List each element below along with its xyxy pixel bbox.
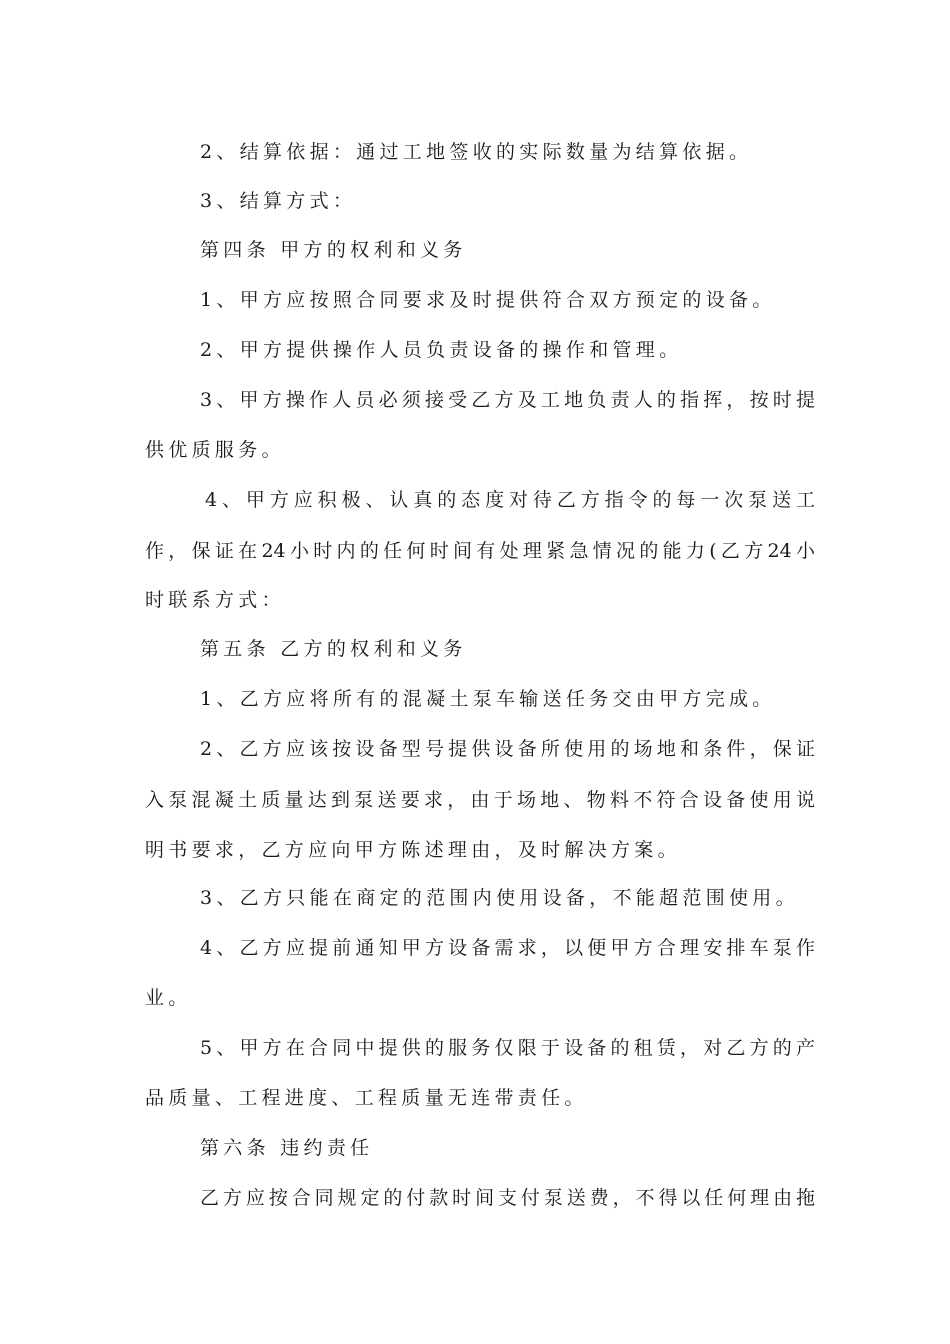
clause-3-3-settlement-method: 3、结算方式： xyxy=(200,190,357,212)
clause-4-3-line-2: 供优质服务。 xyxy=(145,439,285,461)
clause-4-4-line-3: 时联系方式： xyxy=(145,589,285,611)
clause-5-1: 1、乙方应将所有的混凝土泵车输送任务交由甲方完成。 xyxy=(200,688,776,710)
clause-5-2-line-3: 明书要求，乙方应向甲方陈述理由，及时解决方案。 xyxy=(145,839,681,861)
clause-5-2-line-2: 入泵混凝土质量达到泵送要求，由于场地、物料不符合设备使用说 xyxy=(145,789,815,811)
clause-5-2-line-1: 2、乙方应该按设备型号提供设备所使用的场地和条件，保证 xyxy=(200,738,815,760)
clause-4-4-line-1: 4、甲方应积极、认真的态度对待乙方指令的每一次泵送工 xyxy=(205,489,815,511)
clause-5-5-line-2: 品质量、工程进度、工程质量无连带责任。 xyxy=(145,1087,588,1109)
clause-5-5-line-1: 5、甲方在合同中提供的服务仅限于设备的租赁，对乙方的产 xyxy=(200,1037,815,1059)
article-6-heading: 第六条 违约责任 xyxy=(200,1137,374,1159)
clause-5-3: 3、乙方只能在商定的范围内使用设备，不能超范围使用。 xyxy=(200,887,799,909)
clause-5-4-line-2: 业。 xyxy=(145,987,192,1009)
article-6-paragraph-line-1: 乙方应按合同规定的付款时间支付泵送费，不得以任何理由拖 xyxy=(200,1187,815,1209)
article-5-heading: 第五条 乙方的权利和义务 xyxy=(200,638,467,660)
clause-5-4-line-1: 4、乙方应提前通知甲方设备需求，以便甲方合理安排车泵作 xyxy=(200,937,815,959)
clause-4-3-line-1: 3、甲方操作人员必须接受乙方及工地负责人的指挥，按时提 xyxy=(200,389,815,411)
clause-4-4-line-2: 作，保证在24小时内的任何时间有处理紧急情况的能力(乙方24小 xyxy=(145,540,815,562)
article-4-heading: 第四条 甲方的权利和义务 xyxy=(200,239,467,261)
clause-4-2: 2、甲方提供操作人员负责设备的操作和管理。 xyxy=(200,339,683,361)
clause-3-2-settlement-basis: 2、结算依据：通过工地签收的实际数量为结算依据。 xyxy=(200,141,753,163)
clause-4-1: 1、甲方应按照合同要求及时提供符合双方预定的设备。 xyxy=(200,289,776,311)
